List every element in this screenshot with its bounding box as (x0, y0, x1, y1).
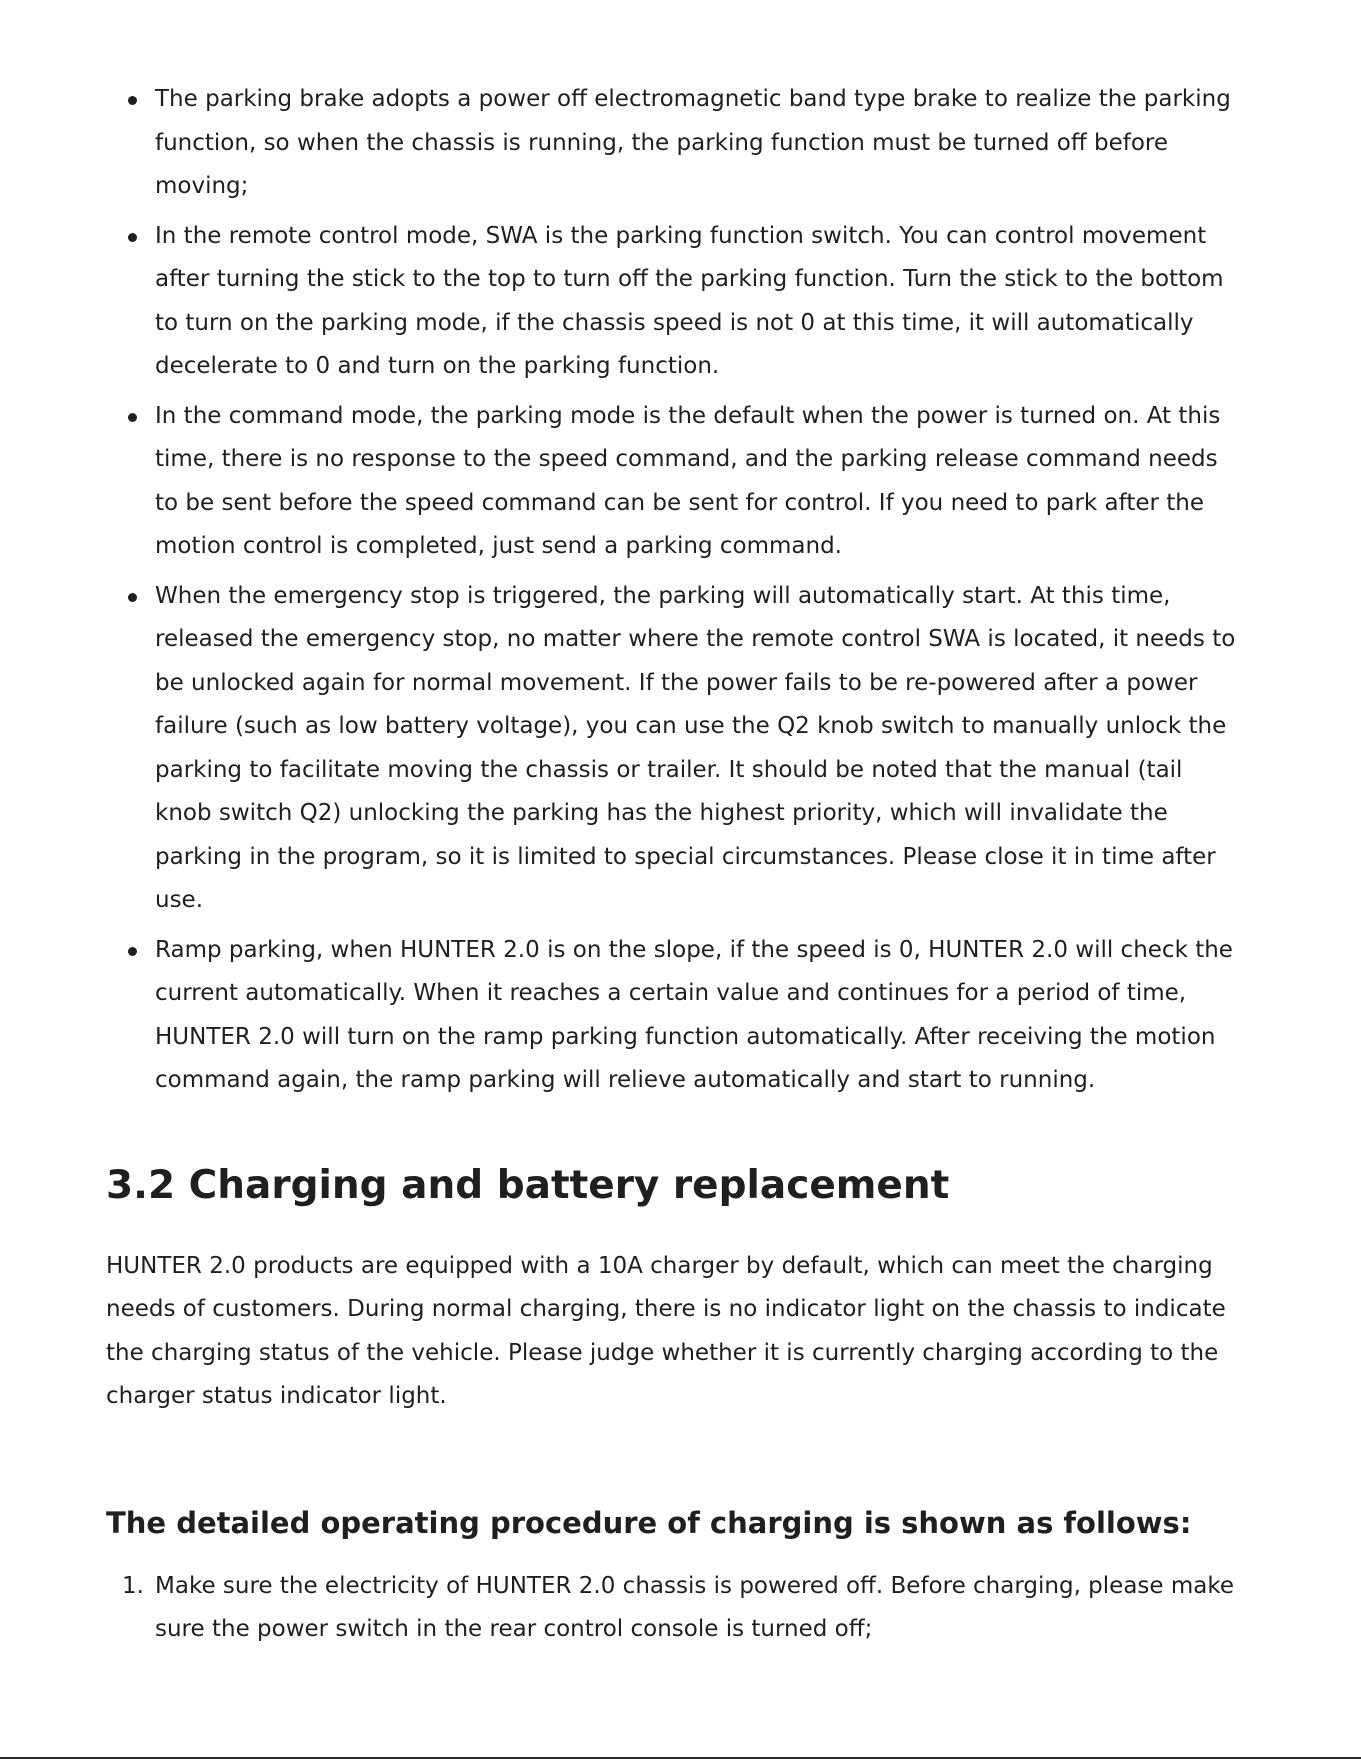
bullet-icon (128, 233, 137, 242)
page-bottom-rule (0, 1757, 1361, 1759)
bullet-icon (128, 593, 137, 602)
list-item-text: Ramp parking, when HUNTER 2.0 is on the slope, if the speed is 0, HUNTER 2.0 will check the current automatically. When it reaches a certain value and continues for a period of time, HUNTER 2.0 will turn on the ramp parking function automatically. After receiving the motion command again, the ramp parking will relieve automatically and start to running. (155, 936, 1233, 1093)
bullet-icon (128, 96, 137, 105)
procedure-step (122, 1565, 1246, 1652)
bullet-icon (128, 413, 137, 422)
list-item (155, 215, 1246, 389)
list-item-text: In the remote control mode, SWA is the parking function switch. You can control movement after turning the stick to the top to turn off the parking function. Turn the stick to the bottom to turn on the parking mode, if the chassis speed is not 0 at this time, it will automatically decelerate to 0 and turn on the parking function. (155, 222, 1224, 379)
list-item-text: The parking brake adopts a power off electromagnetic band type brake to realize the parking function, so when the chassis is running, the parking function must be turned off before moving; (155, 86, 1231, 199)
list-item (155, 78, 1246, 209)
list-item (155, 395, 1246, 569)
step-number: 1. (122, 1572, 144, 1599)
procedure-steps-list (106, 1565, 1246, 1652)
list-item (155, 929, 1246, 1103)
list-item-text: When the emergency stop is triggered, the parking will automatically start. At this time, released the emergency stop, no matter where the remote control SWA is located, it needs to be unlocked again for normal movement. If the power fails to be re-powered after a power failure (such as low battery voltage), you can use the Q2 knob switch to manually unlock the parking to facilitate moving the chassis or trailer. It should be noted that the manual (tail knob switch Q2) unlocking the parking has the highest priority, which will invalidate the parking in the program, so it is limited to special circumstances. Please close it in time after use. (155, 582, 1236, 913)
section-paragraph: HUNTER 2.0 products are equipped with a 10A charger by default, which can meet the charging needs of customers. During normal charging, there is no indicator light on the chassis to indicate the charging status of the vehicle. Please judge whether it is currently charging according to the charger status indicator light. (106, 1252, 1226, 1409)
list-item-text: In the command mode, the parking mode is the default when the power is turned on. At this time, there is no response to the speed command, and the parking release command needs to be sent before the speed command can be sent for control. If you need to park after the motion control is completed, just send a parking command. (155, 402, 1221, 559)
list-item (155, 575, 1246, 923)
procedure-heading: The detailed operating procedure of charging is shown as follows: (106, 1505, 1192, 1540)
bullet-icon (128, 947, 137, 956)
step-text: Make sure the electricity of HUNTER 2.0 chassis is powered off. Before charging, please make sure the power switch in the rear control console is turned off; (155, 1572, 1235, 1642)
document-page (106, 78, 1246, 1652)
parking-notes-list (106, 78, 1246, 1103)
section-heading: 3.2 Charging and battery replacement (106, 1162, 950, 1208)
